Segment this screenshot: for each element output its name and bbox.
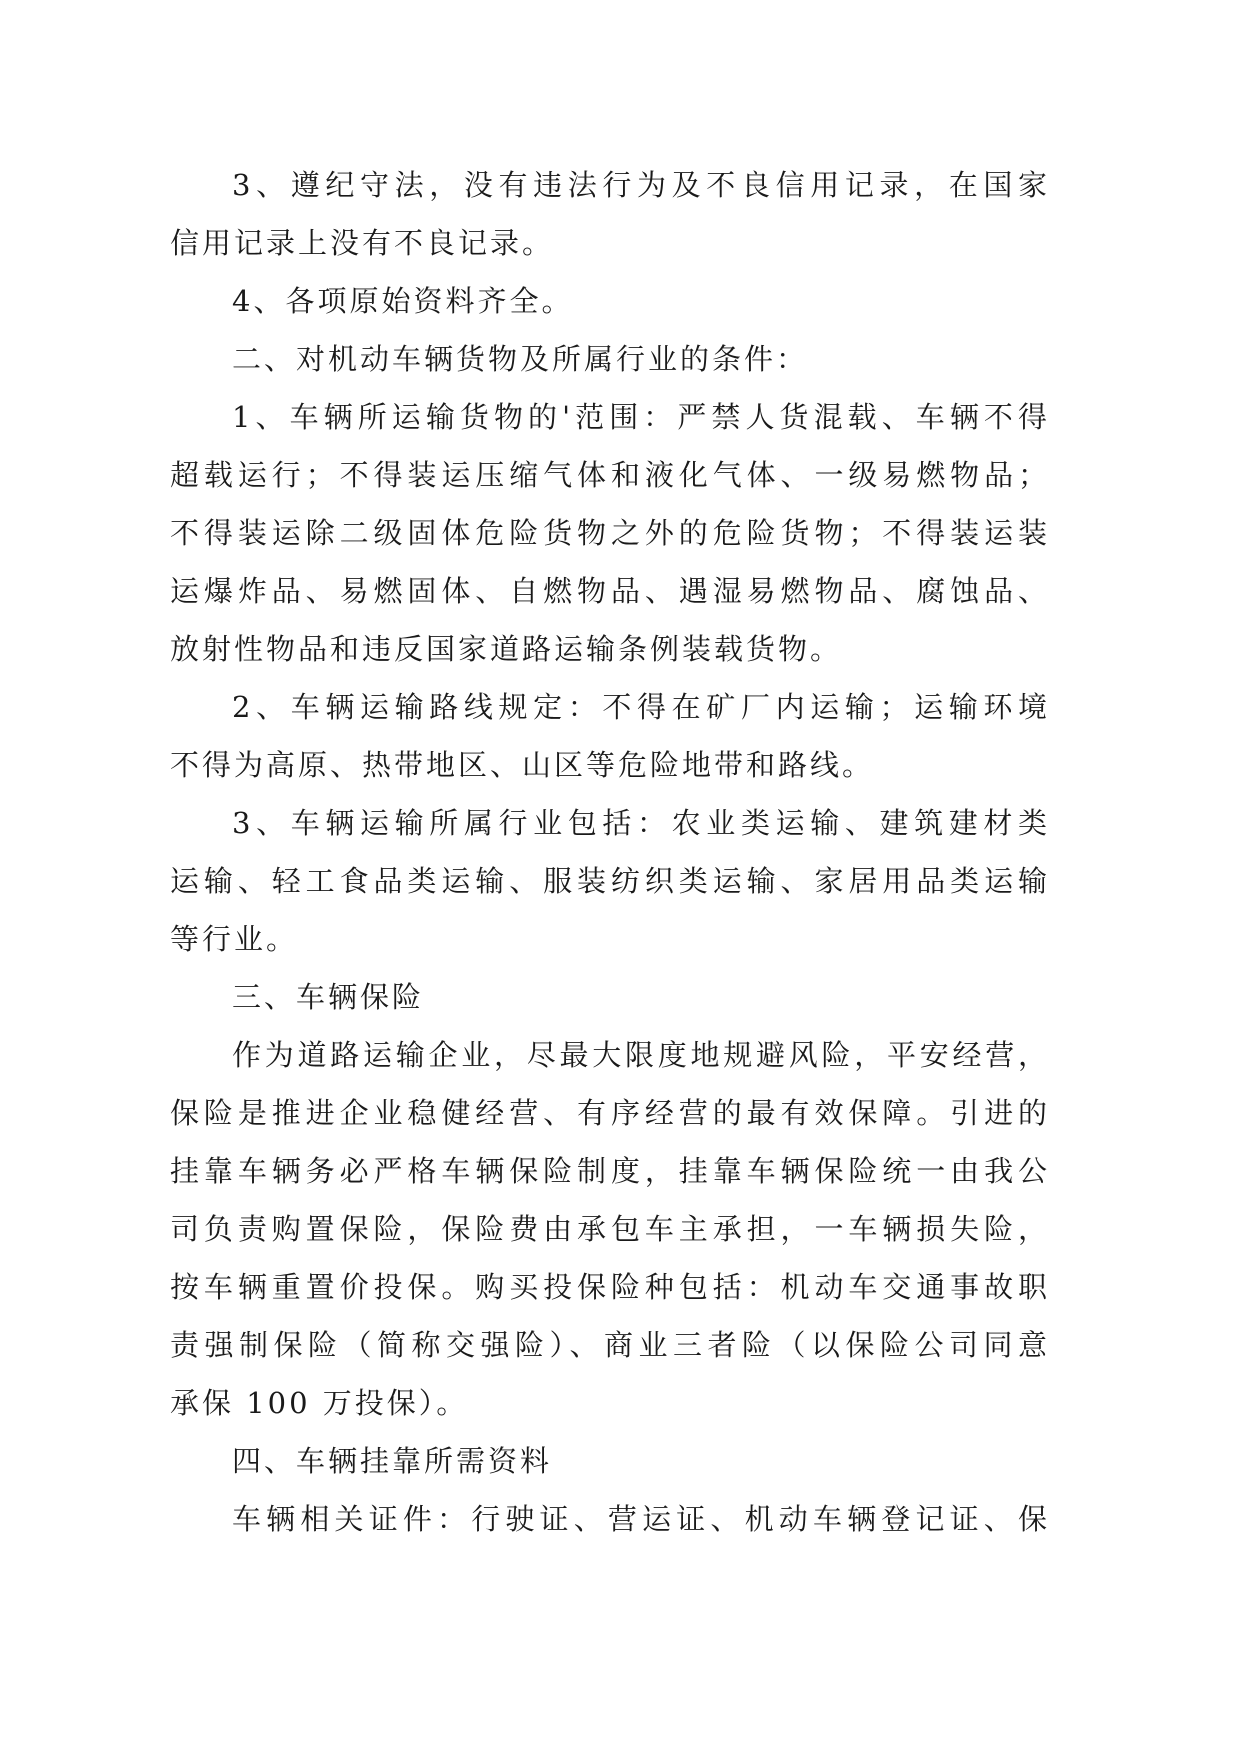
text-line: 信用记录上没有不良记录。: [170, 226, 555, 260]
text-line: 车辆相关证件：行驶证、营运证、机动车辆登记证、保: [232, 1502, 1050, 1536]
paragraph-insurance: [170, 1026, 1050, 1432]
section-heading: 三、车辆保险: [232, 980, 425, 1014]
section-heading-vehicle-insurance: [170, 968, 1050, 1026]
text-line: 4、各项原始资料齐全。: [232, 284, 574, 318]
section-heading-vehicle-cargo-conditions: [170, 330, 1050, 388]
paragraph-vehicle-documents: [170, 1490, 1050, 1548]
text-line: 1、车辆所运输货物的'范围：严禁人货混载、车辆不得: [232, 400, 1050, 434]
text-line: 保险是推进企业稳健经营、有序经营的最有效保障。引进的: [170, 1096, 1050, 1130]
section-heading-required-materials: [170, 1432, 1050, 1490]
section-heading: 二、对机动车辆货物及所属行业的条件：: [232, 342, 809, 376]
section-heading: 四、车辆挂靠所需资料: [232, 1444, 553, 1478]
text-line: 不得装运除二级固体危险货物之外的危险货物；不得装运装: [170, 516, 1050, 550]
paragraph-route-rules: [170, 678, 1050, 794]
paragraph-cargo-scope: [170, 388, 1050, 678]
text-line: 不得为高原、热带地区、山区等危险地带和路线。: [170, 748, 875, 782]
text-line: 司负责购置保险，保险费由承包车主承担，一车辆损失险，: [170, 1212, 1050, 1246]
paragraph-materials: [170, 272, 1050, 330]
text-line: 放射性物品和违反国家道路运输条例装载货物。: [170, 632, 843, 666]
text-line: 运输、轻工食品类运输、服装纺织类运输、家居用品类运输: [170, 864, 1050, 898]
text-line: 2、车辆运输路线规定：不得在矿厂内运输；运输环境: [232, 690, 1050, 724]
text-line: 承保 100 万投保）。: [170, 1386, 469, 1420]
text-line: 作为道路运输企业，尽最大限度地规避风险，平安经营，: [232, 1038, 1050, 1072]
text-line: 3、车辆运输所属行业包括：农业类运输、建筑建材类: [232, 806, 1050, 840]
text-line: 责强制保险（简称交强险）、商业三者险（以保险公司同意: [170, 1328, 1050, 1362]
text-line: 超载运行；不得装运压缩气体和液化气体、一级易燃物品；: [170, 458, 1050, 492]
text-line: 3、遵纪守法，没有违法行为及不良信用记录，在国家: [232, 168, 1050, 202]
text-line: 按车辆重置价投保。购买投保险种包括：机动车交通事故职: [170, 1270, 1050, 1304]
text-line: 等行业。: [170, 922, 299, 956]
paragraph-industries: [170, 794, 1050, 968]
document-body: [170, 156, 1050, 1548]
text-line: 挂靠车辆务必严格车辆保险制度，挂靠车辆保险统一由我公: [170, 1154, 1050, 1188]
text-line: 运爆炸品、易燃固体、自燃物品、遇湿易燃物品、腐蚀品、: [170, 574, 1050, 608]
paragraph-credit-record: [170, 156, 1050, 272]
